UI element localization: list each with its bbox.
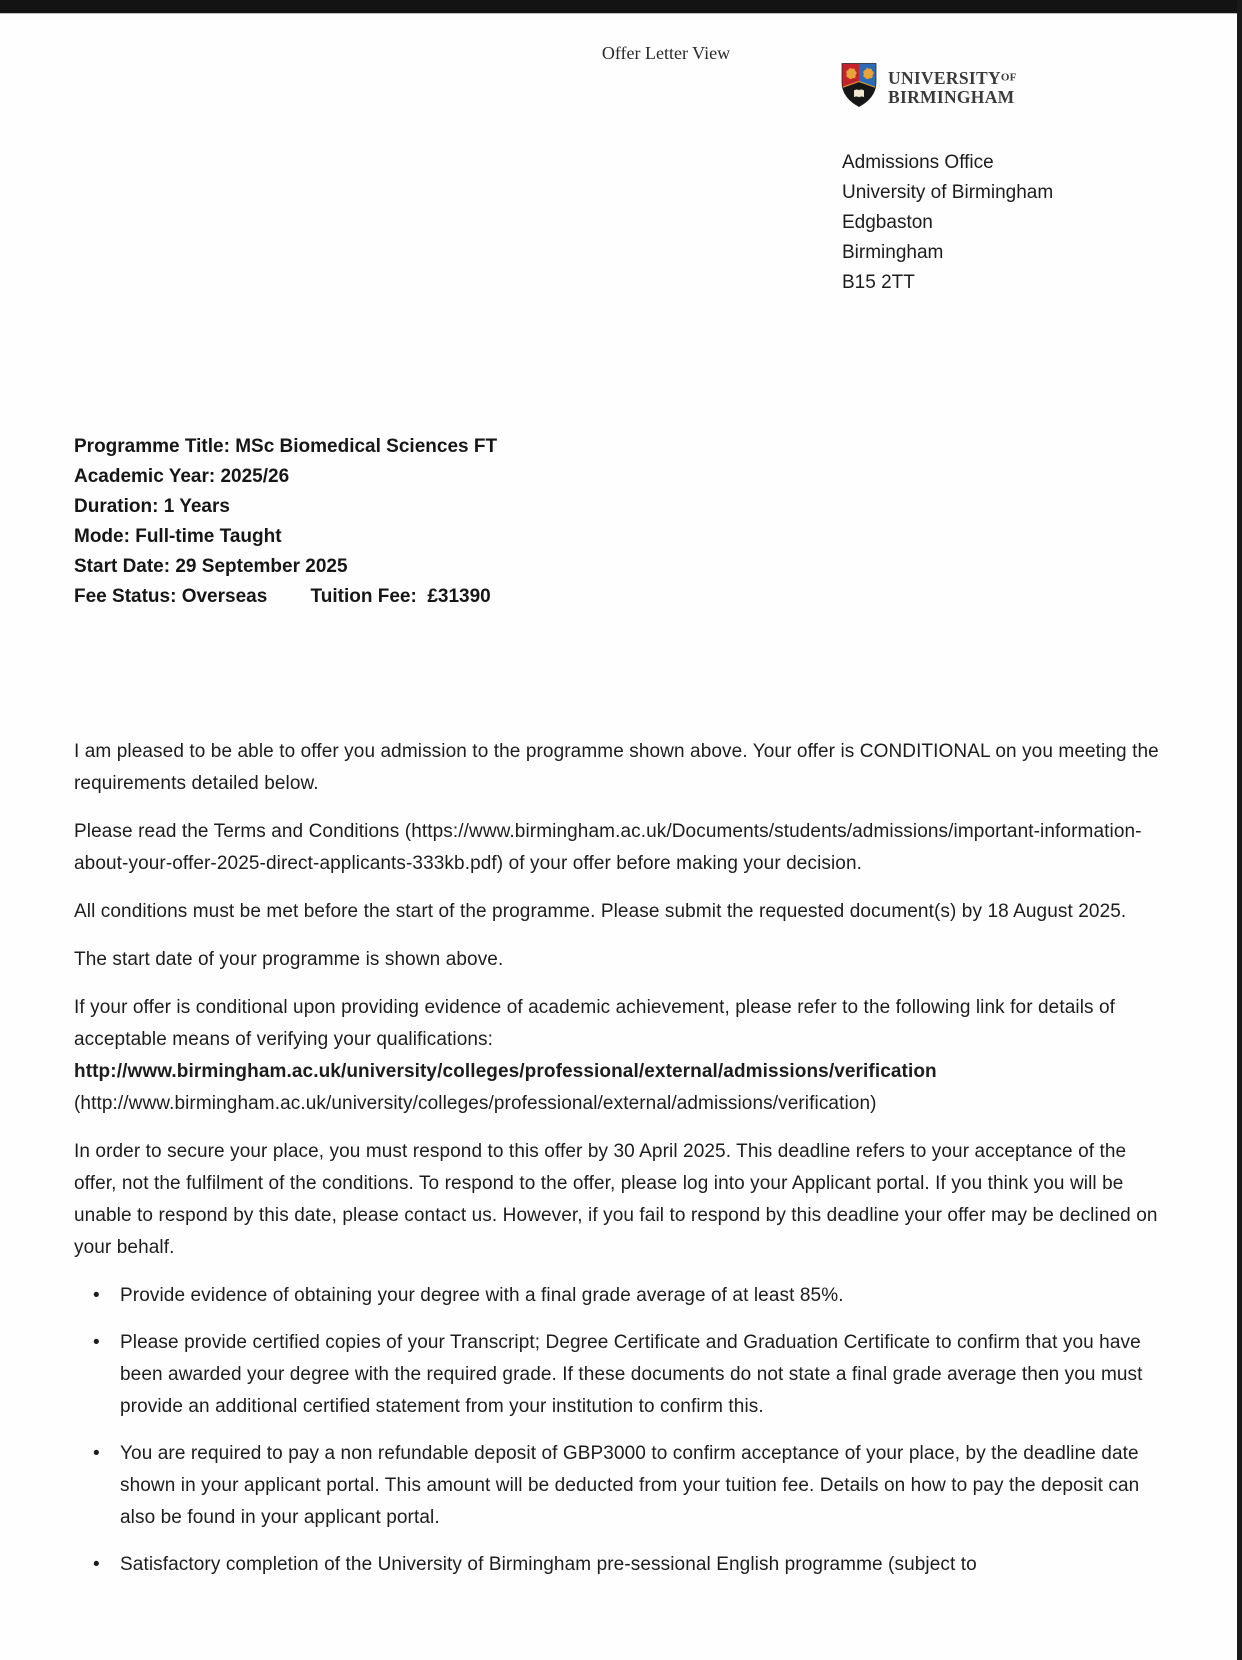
fee-status: Fee Status: Overseas <box>74 586 268 607</box>
programme-title-line: Programme Title: MSc Biomedical Sciences FT <box>74 436 498 457</box>
paragraph-respond-deadline: In order to secure your place, you must respond to this offer by 30 April 2025. This deadline refers to your acceptance of the offer, not the fulfilment of the conditions. To respond to the offer, please log into your Applicant portal. If you think you will be unable to respond by this date, please contact us. However, if you fail to respond by this deadline your offer may be declined on your behalf. <box>74 1141 1158 1258</box>
viewer-top-bar <box>0 0 1242 14</box>
viewer-right-edge <box>1237 0 1242 1660</box>
paragraph-terms-and-conditions: Please read the Terms and Conditions (https://www.birmingham.ac.uk/Documents/students/admissions/important-information-about-your-offer-2025-direct-applicants-333kb.pdf) of your offer before making your decision. <box>74 821 1142 874</box>
paragraph-conditions-deadline: All conditions must be met before the start of the programme. Please submit the requested document(s) by 18 August 2025. <box>74 901 1127 922</box>
condition-item-presessional: • Satisfactory completion of the University of Birmingham pre-sessional English programme (subject to <box>120 1549 1168 1581</box>
programme-details <box>74 432 1168 612</box>
verification-link-bold: http://www.birmingham.ac.uk/university/colleges/professional/external/admissions/verification <box>74 1061 937 1082</box>
address-line: Birmingham <box>842 242 944 263</box>
condition-item-deposit: • You are required to pay a non refundable deposit of GBP3000 to confirm acceptance of your place, by the deadline date shown in your applicant portal. This amount will be deducted from your tuition fee. Details on how to pay the deposit can also be found in your applicant portal. <box>120 1438 1168 1534</box>
condition-item-grade: • Provide evidence of obtaining your degree with a final grade average of at least 85%. <box>120 1280 1168 1312</box>
tuition-fee: Tuition Fee: £31390 <box>310 586 491 607</box>
offer-letter-page <box>0 42 1242 1581</box>
verification-intro: If your offer is conditional upon providing evidence of academic achievement, please refer to the following link for details of acceptable means of verifying your qualifications: <box>74 997 1116 1050</box>
university-brand <box>840 62 1168 108</box>
paragraph-conditional-offer: I am pleased to be able to offer you admission to the programme shown above. Your offer is CONDITIONAL on you meeting the requirements detailed below. <box>74 741 1159 794</box>
address-line: Admissions Office <box>842 152 994 173</box>
paragraph-start-date: The start date of your programme is shown above. <box>74 949 504 970</box>
address-line: Edgbaston <box>842 212 933 233</box>
university-wordmark <box>888 68 1017 107</box>
sender-address <box>842 148 1168 298</box>
conditions-list <box>74 1280 1168 1581</box>
paragraph-verification <box>74 992 1168 1120</box>
verification-link-plain: (http://www.birmingham.ac.uk/university/colleges/professional/external/admissions/verification) <box>74 1093 877 1114</box>
fee-line <box>74 582 1168 612</box>
duration-line: Duration: 1 Years <box>74 496 230 517</box>
address-line: University of Birmingham <box>842 182 1054 203</box>
wordmark-line2: BIRMINGHAM <box>888 86 1015 107</box>
start-date-line: Start Date: 29 September 2025 <box>74 556 348 577</box>
document-title: Offer Letter View <box>601 43 731 63</box>
mode-line: Mode: Full-time Taught <box>74 526 282 547</box>
condition-item-certified-copies: • Please provide certified copies of your Transcript; Degree Certificate and Graduation Certificate to confirm that you have been awarded your degree with the required grade. If these documents do not state a final grade average then you must provide an additional certified statement from your institution to confirm this. <box>120 1327 1168 1423</box>
wordmark-line1: $UNIVERSITY^{OF}$ <box>888 67 1017 88</box>
university-crest-icon <box>840 62 878 108</box>
address-line: B15 2TT <box>842 272 915 293</box>
academic-year-line: Academic Year: 2025/26 <box>74 466 290 487</box>
